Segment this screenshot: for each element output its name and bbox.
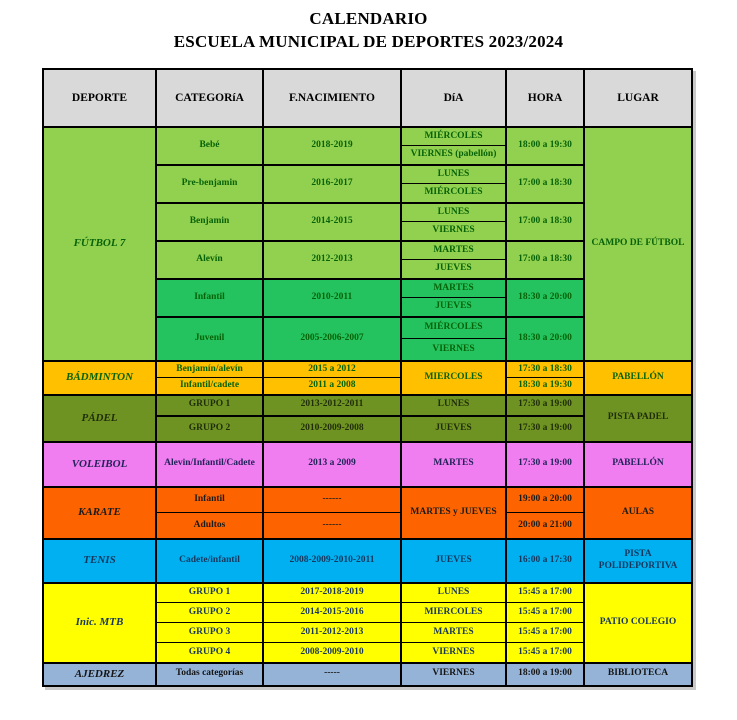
ajedrez-lugar-cell: BIBLIOTECA bbox=[584, 663, 692, 686]
futbol7-hora-cell: 18:00 a 19:30 bbox=[506, 127, 584, 165]
karate-nacimiento-cell: ------ bbox=[263, 513, 401, 539]
futbol7-lugar-cell: CAMPO DE FÚTBOL bbox=[584, 127, 692, 361]
mtb-categoria-cell: GRUPO 2 bbox=[156, 603, 263, 623]
padel-dia-cell: JUEVES bbox=[401, 416, 506, 442]
mtb-dia-cell: LUNES bbox=[401, 583, 506, 603]
padel-hora-cell: 17:30 a 19:00 bbox=[506, 395, 584, 416]
tenis-dia-cell: JUEVES bbox=[401, 539, 506, 583]
futbol7-dia-cell: MARTES bbox=[401, 241, 506, 260]
tenis-deporte-cell: TENIS bbox=[43, 539, 156, 583]
title-line-1: CALENDARIO bbox=[309, 9, 428, 28]
futbol7-hora-cell: 17:00 a 18:30 bbox=[506, 165, 584, 203]
ajedrez-categoria-cell: Todas categorías bbox=[156, 663, 263, 686]
futbol7-dia-cell: MIÉRCOLES bbox=[401, 127, 506, 146]
karate-dia-cell: MARTES y JUEVES bbox=[401, 487, 506, 539]
futbol7-categoria-cell: Alevín bbox=[156, 241, 263, 279]
tenis-categoria-cell: Cadete/infantil bbox=[156, 539, 263, 583]
title-line-2: ESCUELA MUNICIPAL DE DEPORTES 2023/2024 bbox=[173, 31, 564, 51]
futbol7-nacimiento-cell: 2018-2019 bbox=[263, 127, 401, 165]
futbol7-deporte-cell: FÚTBOL 7 bbox=[43, 127, 156, 361]
table-row bbox=[43, 127, 692, 146]
table-row bbox=[43, 395, 692, 416]
futbol7-hora-cell: 18:30 a 20:00 bbox=[506, 317, 584, 361]
voleibol-dia-cell: MARTES bbox=[401, 442, 506, 487]
col-header-hora: HORA bbox=[506, 69, 584, 127]
mtb-deporte-cell: Inic. MTB bbox=[43, 583, 156, 663]
futbol7-nacimiento-cell: 2010-2011 bbox=[263, 279, 401, 317]
futbol7-dia-cell: JUEVES bbox=[401, 298, 506, 317]
tenis-nacimiento-cell: 2008-2009-2010-2011 bbox=[263, 539, 401, 583]
mtb-nacimiento-cell: 2014-2015-2016 bbox=[263, 603, 401, 623]
karate-nacimiento-cell: ------ bbox=[263, 487, 401, 513]
futbol7-nacimiento-cell: 2014-2015 bbox=[263, 203, 401, 241]
tenis-lugar-cell: PISTA POLIDEPORTIVA bbox=[584, 539, 692, 583]
padel-categoria-cell: GRUPO 1 bbox=[156, 395, 263, 416]
voleibol-hora-cell: 17:30 a 19:00 bbox=[506, 442, 584, 487]
futbol7-dia-cell: MIÉRCOLES bbox=[401, 184, 506, 203]
table-row bbox=[43, 539, 692, 583]
futbol7-dia-cell: JUEVES bbox=[401, 260, 506, 279]
table-row bbox=[43, 442, 692, 487]
futbol7-dia-cell: VIERNES bbox=[401, 339, 506, 361]
futbol7-dia-cell: VIERNES (pabellón) bbox=[401, 146, 506, 165]
futbol7-hora-cell: 18:30 a 20:00 bbox=[506, 279, 584, 317]
padel-dia-cell: LUNES bbox=[401, 395, 506, 416]
futbol7-dia-cell: LUNES bbox=[401, 165, 506, 184]
futbol7-categoria-cell: Juvenil bbox=[156, 317, 263, 361]
futbol7-nacimiento-cell: 2016-2017 bbox=[263, 165, 401, 203]
col-header-dia: DíA bbox=[401, 69, 506, 127]
mtb-nacimiento-cell: 2017-2018-2019 bbox=[263, 583, 401, 603]
mtb-dia-cell: MIERCOLES bbox=[401, 603, 506, 623]
badminton-categoria-cell: Benjamín/alevín bbox=[156, 361, 263, 378]
futbol7-hora-cell: 17:00 a 18:30 bbox=[506, 203, 584, 241]
futbol7-categoria-cell: Pre-benjamin bbox=[156, 165, 263, 203]
col-header-categoria: CATEGORíA bbox=[156, 69, 263, 127]
mtb-nacimiento-cell: 2011-2012-2013 bbox=[263, 623, 401, 643]
table-row bbox=[43, 361, 692, 378]
futbol7-hora-cell: 17:00 a 18:30 bbox=[506, 241, 584, 279]
ajedrez-dia-cell: VIERNES bbox=[401, 663, 506, 686]
futbol7-categoria-cell: Benjamin bbox=[156, 203, 263, 241]
voleibol-categoria-cell: Alevin/Infantil/Cadete bbox=[156, 442, 263, 487]
mtb-hora-cell: 15:45 a 17:00 bbox=[506, 603, 584, 623]
padel-nacimiento-cell: 2013-2012-2011 bbox=[263, 395, 401, 416]
futbol7-dia-cell: MIÉRCOLES bbox=[401, 317, 506, 339]
header-row bbox=[43, 69, 692, 127]
voleibol-lugar-cell: PABELLÓN bbox=[584, 442, 692, 487]
badminton-hora-cell: 17:30 a 18:30 bbox=[506, 361, 584, 378]
futbol7-dia-cell: MARTES bbox=[401, 279, 506, 298]
badminton-lugar-cell: PABELLÓN bbox=[584, 361, 692, 395]
table-row bbox=[43, 663, 692, 686]
badminton-deporte-cell: BÁDMINTON bbox=[43, 361, 156, 395]
karate-categoria-cell: Adultos bbox=[156, 513, 263, 539]
mtb-categoria-cell: GRUPO 4 bbox=[156, 643, 263, 663]
voleibol-nacimiento-cell: 2013 a 2009 bbox=[263, 442, 401, 487]
ajedrez-hora-cell: 18:00 a 19:00 bbox=[506, 663, 584, 686]
mtb-dia-cell: VIERNES bbox=[401, 643, 506, 663]
futbol7-dia-cell: VIERNES bbox=[401, 222, 506, 241]
col-header-lugar: LUGAR bbox=[584, 69, 692, 127]
mtb-hora-cell: 15:45 a 17:00 bbox=[506, 643, 584, 663]
futbol7-categoria-cell: Bebé bbox=[156, 127, 263, 165]
ajedrez-nacimiento-cell: ----- bbox=[263, 663, 401, 686]
karate-lugar-cell: AULAS bbox=[584, 487, 692, 539]
futbol7-nacimiento-cell: 2005-2006-2007 bbox=[263, 317, 401, 361]
mtb-dia-cell: MARTES bbox=[401, 623, 506, 643]
mtb-categoria-cell: GRUPO 3 bbox=[156, 623, 263, 643]
col-header-deporte: DEPORTE bbox=[43, 69, 156, 127]
mtb-categoria-cell: GRUPO 1 bbox=[156, 583, 263, 603]
padel-categoria-cell: GRUPO 2 bbox=[156, 416, 263, 442]
table-row bbox=[43, 583, 692, 603]
badminton-dia-cell: MIERCOLES bbox=[401, 361, 506, 395]
padel-lugar-cell: PISTA PADEL bbox=[584, 395, 692, 442]
futbol7-dia-cell: LUNES bbox=[401, 203, 506, 222]
ajedrez-deporte-cell: AJEDREZ bbox=[43, 663, 156, 686]
mtb-hora-cell: 15:45 a 17:00 bbox=[506, 583, 584, 603]
badminton-categoria-cell: Infantil/cadete bbox=[156, 378, 263, 395]
table-row bbox=[43, 487, 692, 513]
mtb-hora-cell: 15:45 a 17:00 bbox=[506, 623, 584, 643]
mtb-nacimiento-cell: 2008-2009-2010 bbox=[263, 643, 401, 663]
futbol7-categoria-cell: Infantil bbox=[156, 279, 263, 317]
tenis-hora-cell: 16:00 a 17:30 bbox=[506, 539, 584, 583]
mtb-lugar-cell: PATIO COLEGIO bbox=[584, 583, 692, 663]
karate-deporte-cell: KARATE bbox=[43, 487, 156, 539]
karate-hora-cell: 19:00 a 20:00 bbox=[506, 487, 584, 513]
padel-nacimiento-cell: 2010-2009-2008 bbox=[263, 416, 401, 442]
badminton-nacimiento-cell: 2015 a 2012 bbox=[263, 361, 401, 378]
voleibol-deporte-cell: VOLEIBOL bbox=[43, 442, 156, 487]
badminton-nacimiento-cell: 2011 a 2008 bbox=[263, 378, 401, 395]
padel-hora-cell: 17:30 a 19:00 bbox=[506, 416, 584, 442]
futbol7-nacimiento-cell: 2012-2013 bbox=[263, 241, 401, 279]
badminton-hora-cell: 18:30 a 19:30 bbox=[506, 378, 584, 395]
padel-deporte-cell: PÁDEL bbox=[43, 395, 156, 442]
karate-hora-cell: 20:00 a 21:00 bbox=[506, 513, 584, 539]
page-title bbox=[0, 8, 737, 54]
schedule-table bbox=[42, 68, 693, 687]
karate-categoria-cell: Infantil bbox=[156, 487, 263, 513]
col-header-nacimiento: F.NACIMIENTO bbox=[263, 69, 401, 127]
